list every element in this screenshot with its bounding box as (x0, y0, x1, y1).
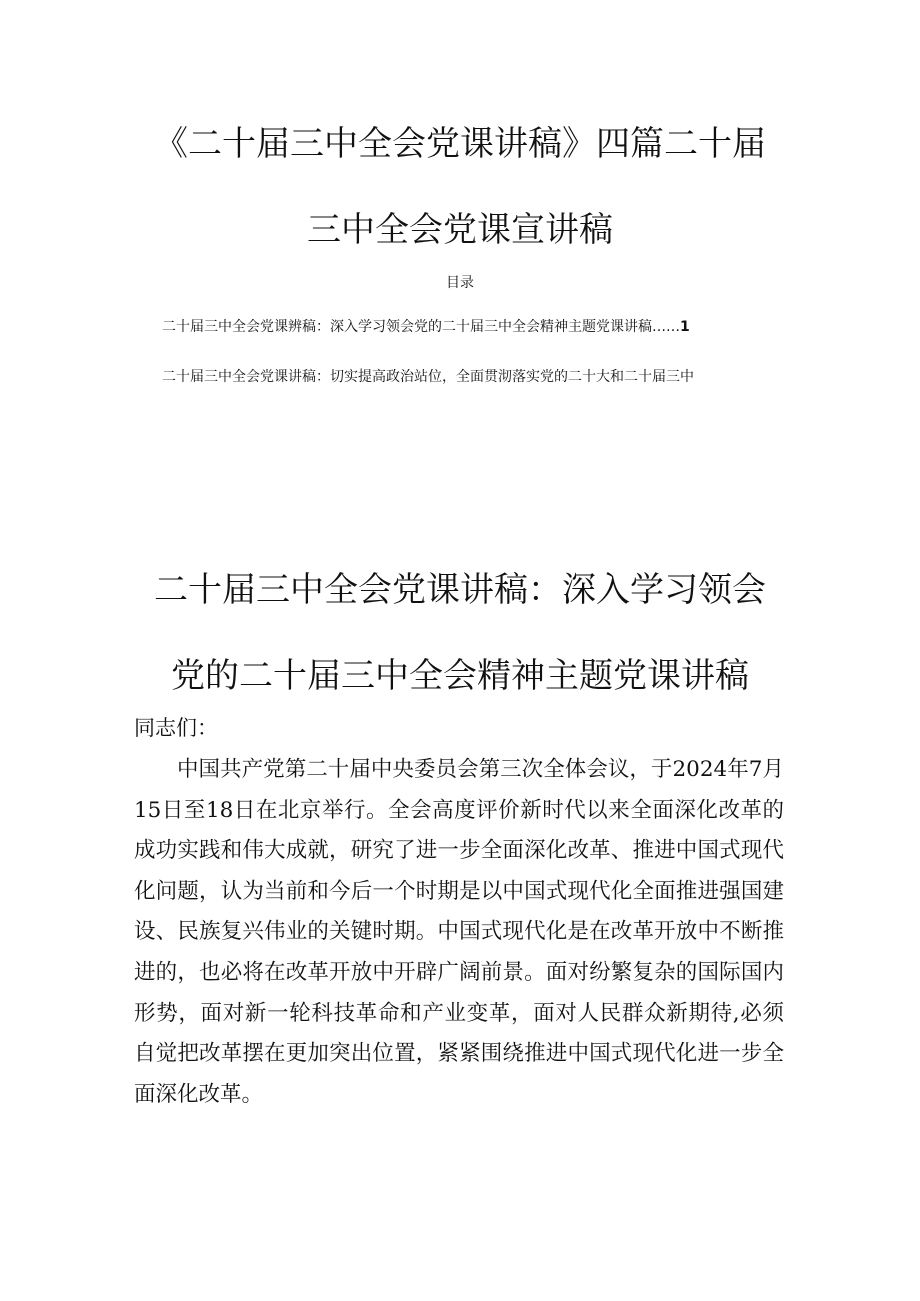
toc-item[interactable] (162, 316, 690, 336)
toc-item[interactable] (162, 366, 694, 386)
salutation: 同志们： (134, 716, 218, 740)
toc-item-text: 二十届三中全会党课辨稿：深入学习领会党的二十届三中全会精神主题党课讲稿…… (162, 319, 680, 335)
toc-item-text: 二十届三中全会党课讲稿：切实提高政治站位，全面贯沏落实党的二十大和二十届三中 (162, 369, 694, 385)
section-title-line-1: 二十届三中全会党课讲稿：深入学习领会 (154, 570, 766, 610)
toc-heading: 目录 (446, 275, 474, 291)
document-title-line-2: 三中全会党课宣讲稿 (307, 210, 613, 250)
body-paragraph: 中国共产党第二十届中央委员会第三次全体会议，于2024年7月15日至18日在北京举行。全会高度评价新时代以来全面深化改革的成功实践和伟大成就，研究了进一步全面深化改革、推进中国式现代化问题，认为当前和今后一个时期是以中国式现代化全面推进强国建设、民族复兴伟业的关键时期。中国式现代化是在改革开放中不断推进的，也必将在改革开放中开辟广阔前景。面对纷繁复杂的国际国内形势，面对新一轮科技革命和产业变革，面对人民群众新期待,必须自觉把改革摆在更加突出位置，紧紧围绕推进中国式现代化进一步全面深化改革。 (134, 757, 784, 1107)
document-title-line-1: 《二十届三中全会党课讲稿》四篇二十届 (154, 124, 766, 164)
section-title-line-2: 党的二十届三中全会精神主题党课讲稿 (171, 656, 749, 696)
toc-item-page-number: 1 (680, 319, 690, 335)
